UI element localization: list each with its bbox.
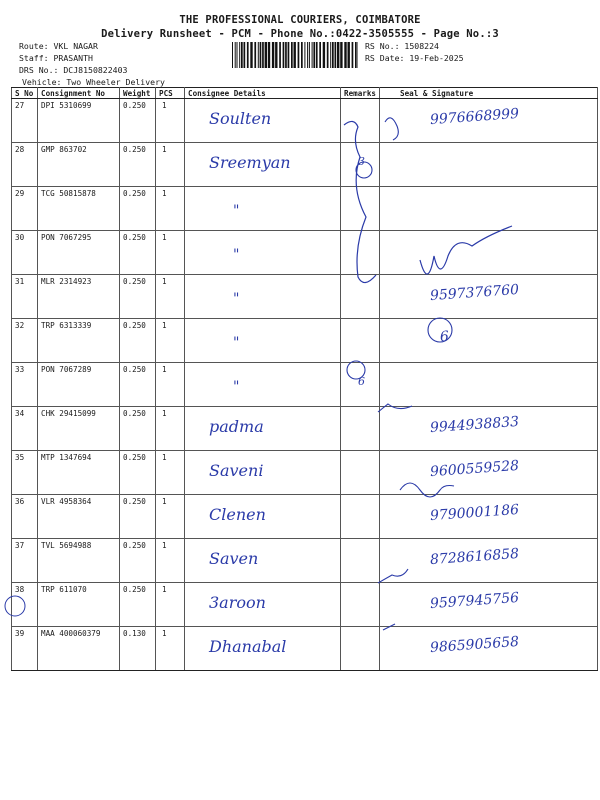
consignee-handwriting: " (233, 203, 240, 219)
table-row (12, 275, 598, 319)
cell-sno: 35 (12, 451, 38, 495)
cell-consignee (185, 231, 341, 275)
cell-consignment-no: VLR 4958364 (38, 495, 120, 539)
cell-remarks (341, 275, 380, 319)
cell-weight: 0.250 (120, 363, 156, 407)
cell-signature (380, 583, 598, 627)
table-row (12, 319, 598, 363)
table-row (12, 231, 598, 275)
table-row (12, 495, 598, 539)
consignee-handwriting: " (233, 291, 240, 307)
consignee-handwriting: " (233, 335, 240, 351)
cell-remarks (341, 231, 380, 275)
signature-handwriting: 9976668999 (429, 105, 520, 129)
cell-consignment-no: MAA 400060379 (38, 627, 120, 671)
consignee-handwriting: " (233, 247, 240, 263)
cell-remarks (341, 319, 380, 363)
cell-weight: 0.250 (120, 495, 156, 539)
signature-handwriting: 9865905658 (429, 633, 520, 657)
cell-signature (380, 187, 598, 231)
cell-sno: 27 (12, 99, 38, 143)
cell-consignee (185, 187, 341, 231)
signature-handwriting: 9597945756 (429, 589, 520, 613)
runsheet-table (11, 87, 598, 671)
cell-weight: 0.250 (120, 275, 156, 319)
cell-signature (380, 451, 598, 495)
cell-signature (380, 319, 598, 363)
col-remarks: Remarks (341, 88, 380, 99)
cell-sno: 33 (12, 363, 38, 407)
meta-right (365, 40, 464, 64)
cell-pcs: 1 (156, 627, 185, 671)
meta-left (19, 40, 165, 88)
signature-handwriting: 6 (439, 328, 450, 346)
cell-consignment-no: TVL 5694988 (38, 539, 120, 583)
cell-remarks (341, 627, 380, 671)
cell-consignee (185, 319, 341, 363)
cell-sno: 32 (12, 319, 38, 363)
cell-consignment-no: TCG 50815878 (38, 187, 120, 231)
table-row (12, 583, 598, 627)
company-name: THE PROFESSIONAL COURIERS, COIMBATORE (179, 14, 421, 26)
cell-pcs: 1 (156, 363, 185, 407)
cell-weight: 0.250 (120, 539, 156, 583)
consignee-handwriting: 3aroon (209, 593, 266, 612)
table-row (12, 407, 598, 451)
vehicle: Vehicle: Two Wheeler Delivery (22, 77, 165, 87)
cell-consignee (185, 143, 341, 187)
cell-remarks (341, 143, 380, 187)
col-consignee: Consignee Details (185, 88, 341, 99)
cell-weight: 0.250 (120, 407, 156, 451)
consignee-handwriting: Saveni (209, 461, 264, 480)
cell-sno: 37 (12, 539, 38, 583)
col-sno: S No (12, 88, 38, 99)
cell-pcs: 1 (156, 539, 185, 583)
consignee-handwriting: " (233, 379, 240, 395)
table-row (12, 363, 598, 407)
signature-handwriting: 9600559528 (429, 457, 520, 481)
cell-pcs: 1 (156, 99, 185, 143)
staff: Staff: PRASANTH (19, 53, 93, 63)
cell-pcs: 1 (156, 495, 185, 539)
signature-handwriting: 9597376760 (429, 281, 520, 305)
consignee-handwriting: padma (209, 417, 264, 436)
consignee-handwriting: Clenen (209, 505, 266, 524)
col-signature: Seal & Signature (380, 88, 598, 99)
cell-signature (380, 275, 598, 319)
cell-consignment-no: TRP 6313339 (38, 319, 120, 363)
cell-pcs: 1 (156, 275, 185, 319)
table-row (12, 539, 598, 583)
consignee-handwriting: Soulten (209, 109, 272, 128)
table-header-row (12, 88, 598, 99)
cell-signature (380, 363, 598, 407)
cell-remarks (341, 495, 380, 539)
cell-consignee (185, 363, 341, 407)
cell-weight: 0.250 (120, 187, 156, 231)
signature-handwriting: 9790001186 (429, 501, 520, 525)
cell-remarks (341, 451, 380, 495)
cell-pcs: 1 (156, 231, 185, 275)
cell-consignment-no: MTP 1347694 (38, 451, 120, 495)
cell-weight: 0.130 (120, 627, 156, 671)
cell-consignment-no: CHK 29415099 (38, 407, 120, 451)
cell-consignment-no: GMP 863702 (38, 143, 120, 187)
barcode (232, 42, 358, 68)
cell-consignee (185, 583, 341, 627)
col-pcs: PCS (156, 88, 185, 99)
runsheet-title: Delivery Runsheet - PCM - Phone No.:0422-3505555 - Page No.:3 (101, 28, 499, 40)
cell-signature (380, 539, 598, 583)
cell-remarks (341, 187, 380, 231)
cell-pcs: 1 (156, 143, 185, 187)
consignee-handwriting: Sreemyan (209, 153, 291, 172)
cell-sno: 28 (12, 143, 38, 187)
cell-pcs: 1 (156, 451, 185, 495)
consignee-handwriting: Dhanabal (209, 637, 287, 656)
cell-consignee (185, 495, 341, 539)
drs-no: DRS No.: DCJ8150822403 (19, 65, 128, 75)
cell-pcs: 1 (156, 319, 185, 363)
signature-handwriting: 9944938833 (429, 413, 520, 437)
cell-consignment-no: PON 7067295 (38, 231, 120, 275)
cell-signature (380, 627, 598, 671)
cell-consignment-no: DPI 5310699 (38, 99, 120, 143)
cell-remarks (341, 99, 380, 143)
table-row (12, 187, 598, 231)
cell-sno: 34 (12, 407, 38, 451)
cell-weight: 0.250 (120, 319, 156, 363)
cell-signature (380, 99, 598, 143)
cell-pcs: 1 (156, 407, 185, 451)
cell-consignee (185, 627, 341, 671)
cell-sno: 29 (12, 187, 38, 231)
col-weight: Weight (120, 88, 156, 99)
rs-no: RS No.: 1508224 (365, 41, 439, 51)
cell-remarks (341, 363, 380, 407)
cell-sno: 31 (12, 275, 38, 319)
remark-handwriting: 3 (358, 155, 365, 168)
cell-consignment-no: PON 7067289 (38, 363, 120, 407)
cell-consignee (185, 407, 341, 451)
cell-weight: 0.250 (120, 231, 156, 275)
cell-signature (380, 143, 598, 187)
cell-sno: 39 (12, 627, 38, 671)
cell-pcs: 1 (156, 583, 185, 627)
cell-remarks (341, 583, 380, 627)
table-row (12, 627, 598, 671)
cell-consignment-no: MLR 2314923 (38, 275, 120, 319)
cell-weight: 0.250 (120, 451, 156, 495)
cell-remarks (341, 539, 380, 583)
remark-handwriting: 6 (358, 375, 365, 388)
cell-remarks (341, 407, 380, 451)
col-consignment: Consignment No (38, 88, 120, 99)
cell-weight: 0.250 (120, 143, 156, 187)
cell-signature (380, 407, 598, 451)
cell-sno: 36 (12, 495, 38, 539)
cell-consignee (185, 99, 341, 143)
table-row (12, 99, 598, 143)
cell-consignee (185, 275, 341, 319)
route: Route: VKL NAGAR (19, 41, 98, 51)
signature-handwriting: 8728616858 (429, 545, 520, 569)
cell-consignee (185, 539, 341, 583)
cell-consignee (185, 451, 341, 495)
rs-date: RS Date: 19-Feb-2025 (365, 53, 464, 63)
cell-weight: 0.250 (120, 583, 156, 627)
cell-signature (380, 495, 598, 539)
table-row (12, 451, 598, 495)
table-row (12, 143, 598, 187)
cell-signature (380, 231, 598, 275)
cell-sno: 38 (12, 583, 38, 627)
consignee-handwriting: Saven (209, 549, 259, 568)
cell-pcs: 1 (156, 187, 185, 231)
cell-sno: 30 (12, 231, 38, 275)
cell-consignment-no: TRP 611070 (38, 583, 120, 627)
cell-weight: 0.250 (120, 99, 156, 143)
